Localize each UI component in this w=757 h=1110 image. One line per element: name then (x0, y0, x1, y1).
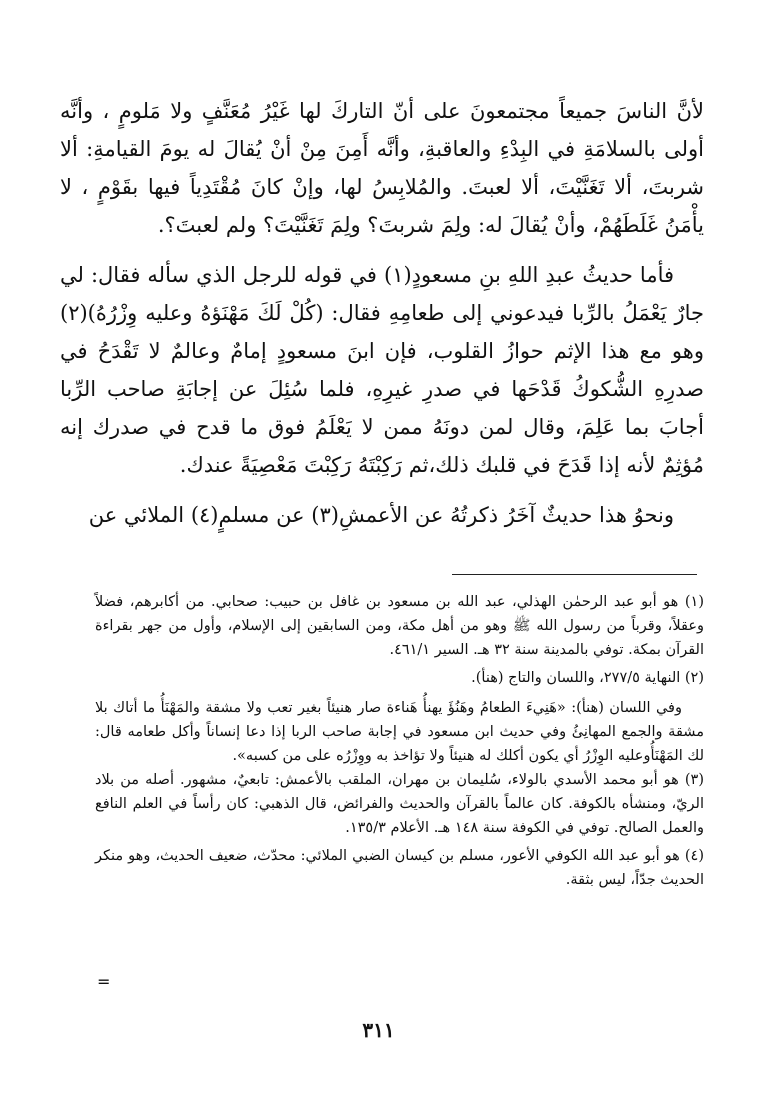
footnote-1: (١) هو أبو عبد الرحمٰن الهذلي، عبد الله بن مسعود بن غافل بن حبيب: صحابي. من أكابرهم، فضلاً وعقلاً، وقرباً من رسول الله ﷺ وهو من أهل مكة، ومن السابقين إلى الإسلام، وأول من جهر بقراءة القرآن بمكة. توفي بالمدينة سنة ٣٢ هـ. السير ٤٦١/١. (95, 594, 704, 658)
footnotes (95, 590, 704, 892)
paragraph-3: ونحوُ هذا حديثٌ آخَرُ ذكرتُهُ عن الأعمشِ(٣) عن مسلمٍ(٤) الملائي عن (88, 503, 674, 527)
paragraph-2: فأما حديثُ عبدِ اللهِ بنِ مسعودٍ(١) في قوله للرجل الذي سأله فقال: لي جارٌ يَعْمَلُ بالرِّبا فيدعوني إلى طعامِهِ فقال: (كُلْ لَكَ مَهْنَؤهُ وعليه وِزْرُهُ)(٢) وهو مع هذا الإثم حوازُ القلوب، فإن ابنَ مسعودٍ إمامٌ وعالمٌ لا تَقْدَحُ في صدرِهِ الشُّكوكُ قَدْحَها في صدرِ غيرِهِ، فلما سُئِلَ عن إجابَةِ صاحب الرِّبا أجابَ بما عَلِمَ، وقال لمن دونَهُ ممن لا يَعْلَمُ فوق ما قدح في صدرك إنه مُؤثِمٌ لأنه إذا قَدَحَ في قلبك ذلك،ثم رَكِبْتَهُ رَكِبْتَ مَعْصِيَةً عندك. (60, 263, 704, 477)
page-number: ٣١١ (362, 1018, 395, 1042)
continuation-mark: = (97, 972, 111, 991)
footnote-3: (٣) هو أبو محمد الأسدي بالولاء، سُليمان بن مهران، الملقب بالأعمش: تابعيٌ، مشهور. أصله من بلاد الريّ، ومنشأه بالكوفة. كان عالماً بالقرآن والحديث والفرائض، قال الذهبي: كان رأساً في العلم النافع والعمل الصالح. توفي في الكوفة سنة ١٤٨ هـ. الأعلام ١٣٥/٣. (95, 772, 704, 836)
footnote-2: (٢) النهاية ٢٧٧/٥، واللسان والتاج (هنأ). (471, 670, 704, 686)
footnote-4: (٤) هو أبو عبد الله الكوفي الأعور، مسلم بن كيسان الضبي الملائي: محدّث، ضعيف الحديث، وهو منكر الحديث جدّاً، ليس بثقة. (95, 848, 704, 888)
main-text (60, 92, 704, 534)
footnote-divider (452, 574, 697, 575)
paragraph-1: لأنَّ الناسَ جميعاً مجتمعونَ على أنّ التاركَ لها غَيْرُ مُعَنَّفٍ ولا مَلومٍ ، وأنَّه أولى بالسلامَةِ في البِدْءِ والعاقبةِ، وأنَّه أَمِنَ مِنْ أنْ يُقالَ له يومَ القيامةِ: ألا شربتَ، ألا تَغَنَّيْتَ، ألا لعبتَ. والمُلابِسُ لها، وإنْ كانَ مُقْتَدِياً فيها بقَوْمٍ ، لا يأْمَنُ غَلَطَهُمْ، وأنْ يُقالَ له: ولِمَ شربتَ؟ ولِمَ تَغَنَّيْتَ؟ ولم لعبتَ؟. (60, 99, 704, 237)
footnote-2-continuation: وفي اللسان (هنأ): «هَنِيءَ الطعامُ وهَنُؤَ يهنأُ هَناءة صار هنيئاً بغير تعب ولا مشقة والمَهْنَأُ ما أتاك بلا مشقة والجمع المهانِئُ وفي حديث ابن مسعود في إجابة صاحب الربا إذا دعا إنساناً وأكل طعامه قال: لك المَهْنَأُوعليه الوِزْرُ أي يكون أكلك له هنيئاً ولا تؤاخذ به ووِزْرُه على من كسبه». (95, 700, 704, 764)
